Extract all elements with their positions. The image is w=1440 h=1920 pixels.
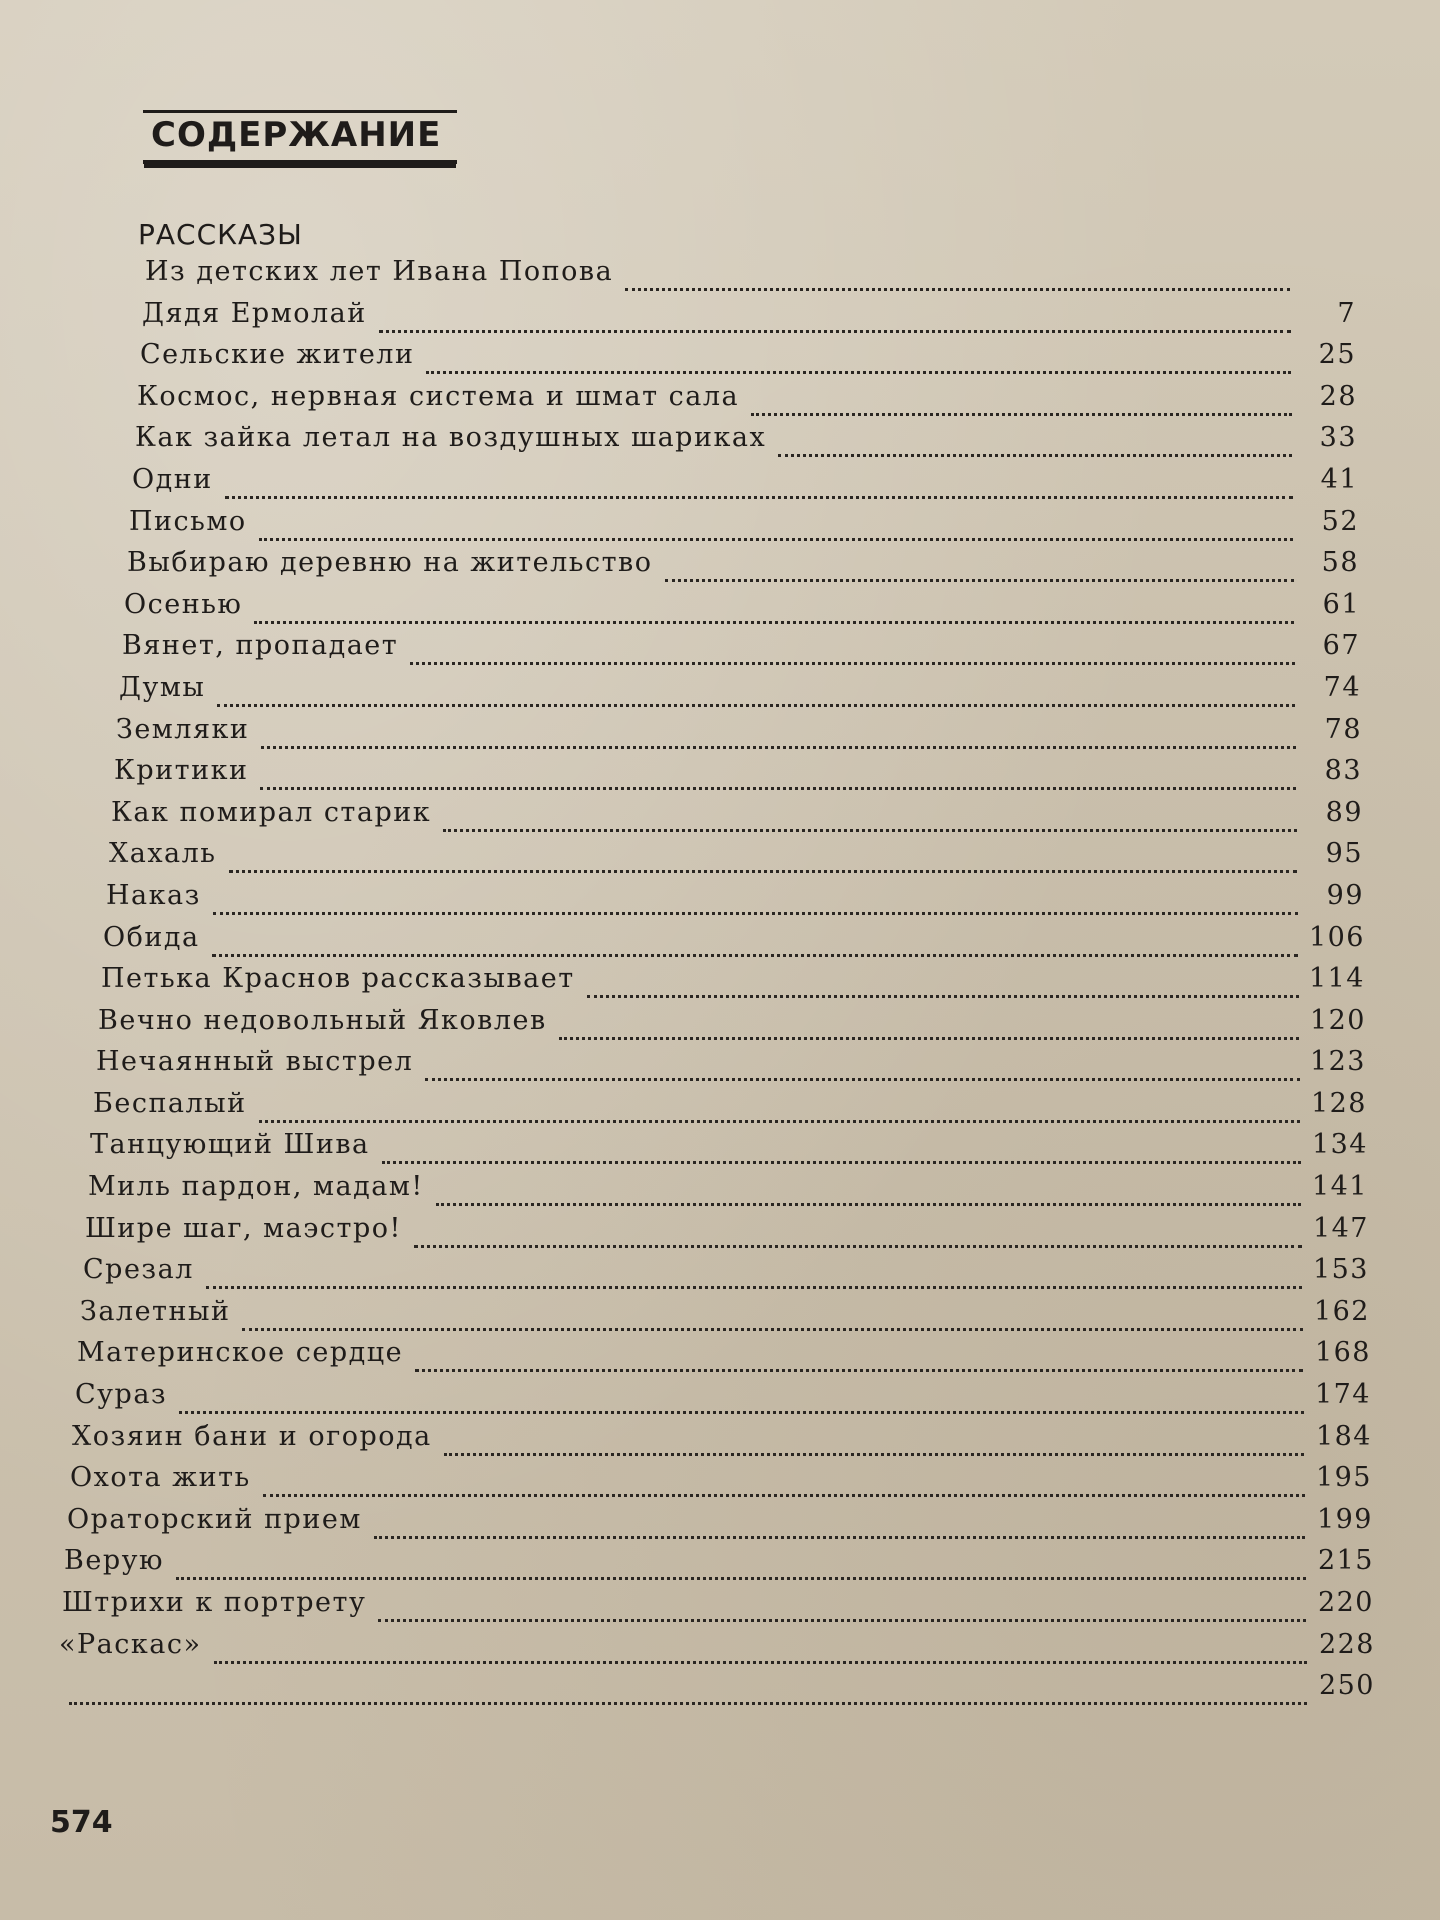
toc-entry-title: Вечно недовольный Яковлев [98, 1004, 547, 1036]
toc-entry-title: Вянет, пропадает [122, 630, 399, 662]
toc-entry-leader [415, 1369, 1303, 1372]
toc-entry-leader [625, 288, 1290, 291]
toc-entry-title: Нечаянный выстрел [96, 1046, 414, 1078]
toc-entry-title: Охота жить [70, 1462, 251, 1494]
toc-entry-leader [261, 746, 1296, 749]
toc-entry-page: 184 [1315, 1420, 1372, 1452]
toc-entry-page: 58 [1321, 547, 1359, 579]
toc-entry-leader [378, 1619, 1306, 1622]
section-title: РАССКАЗЫ [138, 218, 303, 251]
toc-entry [55, 838, 1410, 894]
toc-entry-page: 123 [1309, 1046, 1366, 1078]
toc-entry-leader [587, 995, 1299, 998]
toc-entry-leader [425, 1078, 1300, 1081]
toc-entry-title: Беспалый [93, 1087, 247, 1119]
toc-entry-title: Хахаль [109, 838, 217, 870]
toc-entry-leader [751, 413, 1292, 416]
toc-entry-title: Хозяин бани и огорода [72, 1420, 432, 1452]
toc-entry-leader [259, 1120, 1300, 1123]
table-of-contents [55, 256, 1410, 1726]
toc-entry [55, 1254, 1410, 1310]
toc-entry-title: Срезал [83, 1254, 194, 1286]
toc-entry-page: 106 [1308, 921, 1365, 953]
toc-entry-page: 99 [1326, 879, 1364, 911]
toc-entry-page: 195 [1315, 1462, 1372, 1494]
toc-entry-page: 168 [1314, 1337, 1371, 1369]
toc-entry-page: 134 [1311, 1129, 1368, 1161]
toc-entry-title: Сельские жители [140, 339, 415, 371]
toc-entry-title: Миль пардон, мадам! [88, 1171, 424, 1203]
toc-entry-leader [69, 1702, 1307, 1705]
toc-entry-leader [382, 1161, 1301, 1164]
toc-entry-title: Одни [132, 463, 213, 495]
toc-entry-page: 153 [1312, 1254, 1369, 1286]
toc-entry-leader [436, 1203, 1301, 1206]
toc-entry-title: Ораторский прием [67, 1503, 362, 1535]
toc-entry-page: 67 [1322, 630, 1360, 662]
toc-entry-title: Штрихи к портрету [62, 1587, 367, 1618]
toc-entry-leader [229, 870, 1298, 873]
toc-entry-title: Из детских лет Ивана Попова [145, 256, 614, 287]
toc-entry-leader [176, 1577, 1306, 1580]
toc-entry-page: 61 [1322, 588, 1360, 620]
toc-entry-title: Дядя Ермолай [142, 297, 367, 329]
toc-entry [55, 1670, 1410, 1726]
toc-entry-leader [443, 829, 1297, 832]
toc-entry-leader [206, 1286, 1302, 1289]
toc-entry [55, 671, 1410, 728]
toc-entry-leader [414, 1245, 1302, 1248]
toc-entry-title: Критики [114, 755, 249, 787]
toc-entry-page: 25 [1318, 339, 1356, 371]
toc-entry-page: 199 [1316, 1503, 1373, 1535]
toc-entry [55, 1420, 1410, 1477]
toc-entry-page: 89 [1325, 796, 1363, 828]
toc-entry-title: Как помирал старик [111, 796, 432, 828]
toc-entry-title: Петька Краснов рассказывает [101, 963, 575, 995]
toc-entry-title: Обида [103, 921, 200, 953]
toc-entry-page: 78 [1324, 713, 1362, 745]
toc-entry-leader [225, 496, 1293, 499]
toc-entry-leader [214, 1661, 1307, 1664]
toc-entry-leader [263, 1494, 1305, 1497]
toc-entry-page: 128 [1310, 1087, 1367, 1119]
toc-entry-title: Осенью [124, 588, 243, 620]
toc-entry [55, 630, 1410, 686]
toc-entry-page: 95 [1325, 838, 1363, 870]
toc-entry-page: 147 [1312, 1212, 1369, 1244]
toc-entry-page: 120 [1309, 1004, 1366, 1036]
toc-entry-leader [410, 662, 1295, 665]
toc-entry-title: Выбираю деревню на жительство [127, 547, 653, 579]
toc-entry-title: Наказ [106, 879, 201, 911]
toc-entry-page: 7 [1337, 297, 1356, 329]
toc-entry-page: 41 [1320, 463, 1358, 495]
toc-entry-leader [665, 579, 1295, 582]
page-number: 574 [50, 1805, 113, 1840]
toc-entry [55, 796, 1410, 853]
toc-entry-title: «Раскас» [59, 1628, 202, 1660]
toc-entry-page: 250 [1318, 1670, 1375, 1702]
toc-entry-leader [379, 330, 1291, 333]
toc-entry-leader [259, 538, 1293, 541]
toc-entry [55, 713, 1410, 770]
toc-entry-page: 33 [1319, 422, 1357, 454]
toc-entry-title: Как зайка летал на воздушных шариках [135, 422, 767, 454]
toc-entry-leader [217, 704, 1295, 707]
toc-entry-title: Думы [119, 671, 206, 703]
toc-entry-page: 220 [1317, 1587, 1374, 1618]
toc-entry-title: Письмо [129, 505, 247, 537]
toc-entry [55, 1337, 1410, 1393]
toc-entry-leader [426, 371, 1291, 374]
contents-heading-frame [143, 110, 457, 164]
toc-entry-leader [212, 954, 1298, 957]
toc-entry-title: Шире шаг, маэстро! [85, 1212, 402, 1244]
toc-entry [55, 1212, 1410, 1269]
toc-entry-leader [213, 912, 1298, 915]
toc-entry [55, 1046, 1410, 1102]
contents-heading: СОДЕРЖАНИЕ [151, 115, 442, 155]
toc-entry-title: Земляки [116, 713, 250, 745]
toc-entry [55, 547, 1410, 603]
toc-entry-leader [254, 621, 1294, 624]
toc-entry-page: 28 [1319, 380, 1357, 412]
toc-entry-page: 114 [1308, 963, 1365, 995]
toc-entry-page: 228 [1318, 1628, 1375, 1660]
toc-entry-leader [444, 1453, 1304, 1456]
toc-entry-page: 74 [1323, 671, 1361, 703]
toc-entry-title: Верую [64, 1545, 164, 1577]
toc-entry-page: 83 [1324, 755, 1362, 787]
toc-entry-title: Материнское сердце [77, 1337, 404, 1369]
toc-entry [55, 879, 1410, 936]
toc-entry [55, 1628, 1410, 1685]
toc-entry-leader [179, 1411, 1304, 1414]
toc-entry [55, 1587, 1410, 1643]
toc-entry-page: 215 [1317, 1545, 1374, 1577]
toc-entry-leader [242, 1328, 1303, 1331]
toc-entry-page: 174 [1314, 1379, 1371, 1411]
toc-entry [55, 463, 1410, 520]
toc-entry-page: 52 [1321, 505, 1359, 537]
toc-entry-title: Сураз [75, 1379, 168, 1411]
toc-entry-title: Танцующий Шива [90, 1129, 370, 1161]
toc-entry-page: 162 [1313, 1295, 1370, 1327]
toc-entry [55, 422, 1410, 478]
toc-entry-page: 141 [1311, 1171, 1368, 1203]
toc-entry-leader [559, 1037, 1299, 1040]
toc-entry-title: Залетный [80, 1295, 231, 1327]
toc-entry-leader [260, 787, 1296, 790]
toc-entry [55, 1503, 1410, 1560]
toc-entry-title: Космос, нервная система и шмат сала [137, 380, 740, 412]
toc-entry-leader [778, 454, 1292, 457]
toc-entry-leader [374, 1536, 1305, 1539]
